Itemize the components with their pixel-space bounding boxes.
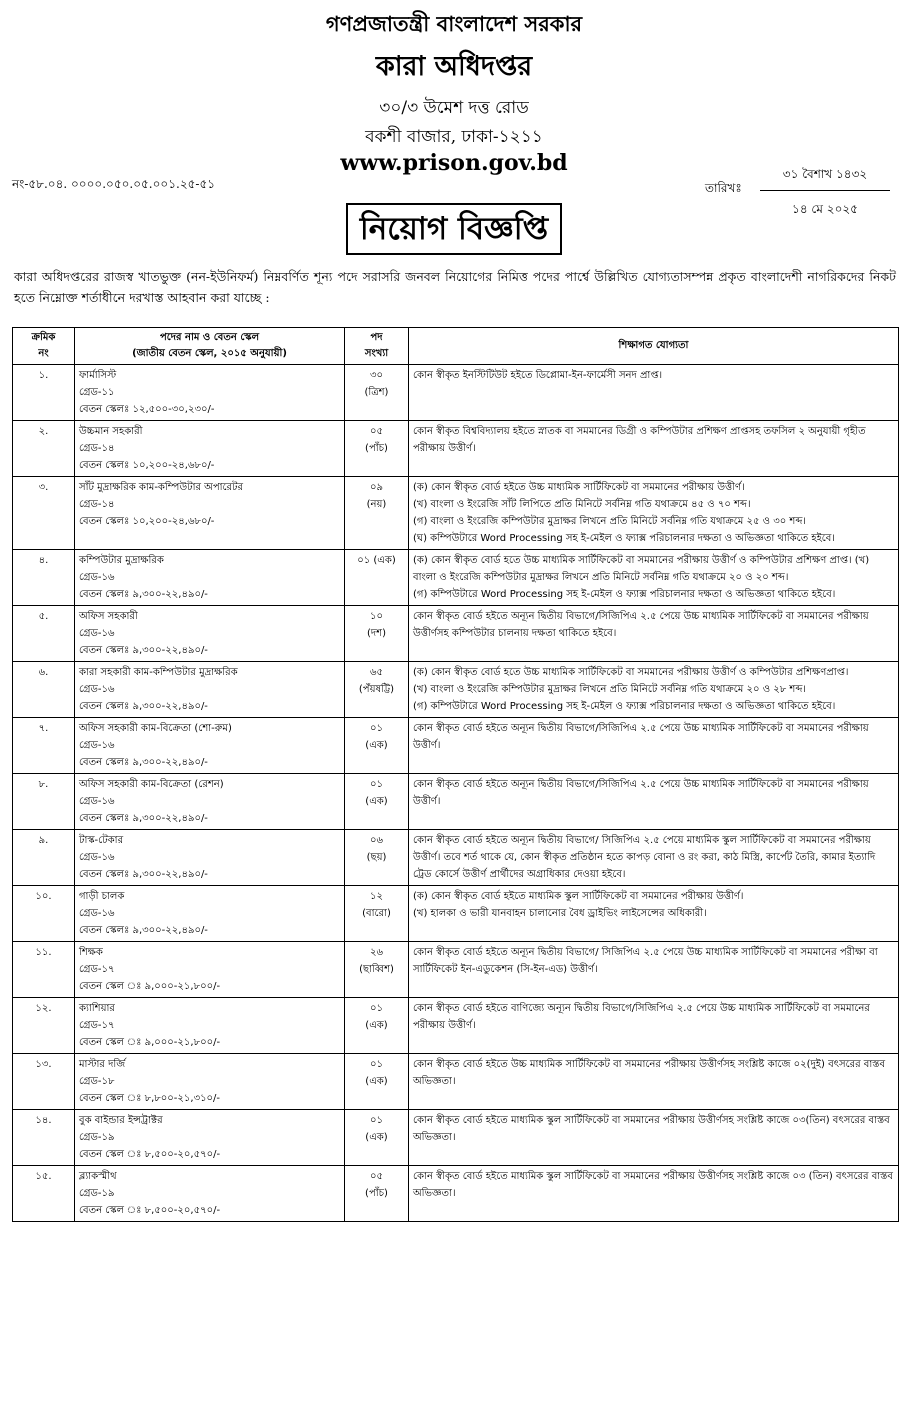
header-count-line: পদ: [370, 332, 383, 343]
count-line: ০৯: [370, 482, 383, 493]
post-scale: বেতন স্কেলঃ ১০,২০০-২৪,৬৮০/-: [79, 516, 215, 527]
post-name: সাঁট মুদ্রাক্ষরিক কাম-কম্পিউটার অপারেটর: [79, 482, 244, 493]
header-post-line: (জাতীয় বেতন স্কেল, ২০১৫ অনুযায়ী): [132, 348, 287, 359]
table-row: [13, 1166, 899, 1222]
count-line: (ত্রিশ): [364, 387, 389, 398]
count-line: ০১: [370, 1115, 383, 1126]
count-line: (পাঁচ): [365, 1188, 388, 1199]
intro-paragraph: কারা অধিদপ্তরের রাজস্ব খাতভুক্ত (নন-ইউনিফর্ম) নিম্নবর্ণিত শূন্য পদে সরাসরি জনবল নিয়োগের নিমিত্ত পদের পার্শ্বে উল্লিখিত যোগ্যতাসম্পন্ন প্রকৃত বাংলাদেশী নাগরিকদের নিকট হতে নিম্নোক্ত শর্তাধীনে দরখাস্ত আহবান করা যাচ্ছে :: [14, 269, 896, 305]
qualification-line: কোন স্বীকৃত বোর্ড হইতে অন্যূন দ্বিতীয় বিভাগে/ সিজিপিএ ২.৫ পেয়ে মাধ্যমিক স্কুল সার্টিফিকেট বা সমমানের পরীক্ষায় উত্তীর্ণ। তবে শর্ত থাকে যে, কোন স্বীকৃত প্রতিষ্ঠান হতে কাপড় বোনা ও রং করা, কাঠ মিস্ত্রি, কার্পেট তৈরি, কামার ইত্যাদি ট্রেড কোর্সে উত্তীর্ণ প্রার্থীদের অগ্রাধিকার দেওয়া হইবে।: [413, 835, 876, 880]
header-qualification: শিক্ষাগত যোগ্যতা: [409, 328, 899, 365]
vacancy-table: [12, 327, 899, 1222]
count-cell: [345, 830, 409, 886]
qualification-cell: [409, 606, 899, 662]
post-name: উচ্চমান সহকারী: [79, 426, 143, 437]
header-serial-line: ক্রমিক: [31, 332, 56, 343]
post-name: বুক বাইন্ডার ইন্সট্রাক্টর: [79, 1115, 163, 1126]
table-row: [13, 998, 899, 1054]
post-cell: [75, 421, 345, 477]
qualification-line: কোন স্বীকৃত বোর্ড হইতে মাধ্যমিক স্কুল সার্টিফিকেট বা সমমানের পরীক্ষায় উত্তীর্ণসহ সংশ্লিষ্ট কাজে ০৩(তিন) বৎসরের বাস্তব অভিজ্ঞতা।: [413, 1115, 890, 1143]
serial-cell: ১২.: [13, 998, 75, 1054]
table-header-row: [13, 328, 899, 365]
post-cell: [75, 886, 345, 942]
post-grade: গ্রেড-১৬: [79, 684, 115, 695]
post-name: টাস্ক-টেকার: [79, 835, 124, 846]
qualification-line: কোন স্বীকৃত বোর্ড হইতে বাণিজ্যে অন্যূন দ্বিতীয় বিভাগে/সিজিপিএ ২.৫ পেয়ে উচ্চ মাধ্যমিক সার্টিফিকেট বা সমমানের পরীক্ষায় উত্তীর্ণ।: [413, 1003, 870, 1031]
header-post-line: পদের নাম ও বেতন স্কেল: [159, 332, 260, 343]
department-title: কারা অধিদপ্তর: [375, 51, 533, 82]
count-line: ০১ (এক): [357, 555, 396, 566]
post-name: কম্পিউটার মুদ্রাক্ষরিক: [79, 555, 164, 566]
post-name: অফিস সহকারী কাম-বিক্রেতা (রেশন): [79, 779, 224, 790]
post-grade: গ্রেড-১৯: [79, 1132, 115, 1143]
address-line-2: বকশী বাজার, ঢাকা-১২১১: [365, 127, 543, 147]
post-name: মাস্টার দর্জি: [79, 1059, 126, 1070]
post-grade: গ্রেড-১৪: [79, 443, 115, 454]
serial-cell: ৭.: [13, 718, 75, 774]
qualification-line: কোন স্বীকৃত বোর্ড হইতে অন্যূন দ্বিতীয় বিভাগে/সিজিপিএ ২.৫ পেয়ে উচ্চ মাধ্যমিক সার্টিফিকেট বা সমমানের পরীক্ষায় উত্তীর্ণ।: [413, 779, 869, 807]
post-grade: গ্রেড-১৭: [79, 1020, 115, 1031]
header-serial: [13, 328, 75, 365]
post-scale: বেতন স্কেলঃ ৯,৩০০-২২,৪৯০/-: [79, 869, 208, 880]
count-line: (এক): [365, 740, 388, 751]
header-count-line: সংখ্যা: [364, 348, 389, 359]
qualification-cell: [409, 998, 899, 1054]
post-name: গাড়ী চালক: [79, 891, 125, 902]
count-line: (এক): [365, 1132, 388, 1143]
table-row: [13, 365, 899, 421]
post-name: অফিস সহকারী: [79, 611, 138, 622]
date-english: ১৪ মে ২০২৫: [792, 202, 858, 216]
qualification-cell: [409, 774, 899, 830]
qualification-cell: [409, 718, 899, 774]
serial-cell: ১৩.: [13, 1054, 75, 1110]
table-row: [13, 830, 899, 886]
qualification-line: কোন স্বীকৃত ইনস্টিটিউট হইতে ডিপ্লোমা-ইন-ফার্মেসী সনদ প্রাপ্ত।: [413, 370, 663, 381]
serial-cell: ৬.: [13, 662, 75, 718]
post-cell: [75, 830, 345, 886]
count-cell: [345, 550, 409, 606]
count-line: ০১: [370, 1059, 383, 1070]
post-cell: [75, 942, 345, 998]
header-post: [75, 328, 345, 365]
count-cell: [345, 477, 409, 550]
table-row: [13, 1110, 899, 1166]
table-row: [13, 477, 899, 550]
post-scale: বেতন স্কেল ঃ ৯,০০০-২১,৮০০/-: [79, 981, 221, 992]
post-cell: [75, 718, 345, 774]
serial-cell: ২.: [13, 421, 75, 477]
count-line: (নয়): [366, 499, 387, 510]
post-grade: গ্রেড-১৬: [79, 796, 115, 807]
post-cell: [75, 477, 345, 550]
qualification-cell: [409, 830, 899, 886]
post-scale: বেতন স্কেলঃ ১০,২০০-২৪,৬৮০/-: [79, 460, 215, 471]
post-name: অফিস সহকারী কাম-বিক্রেতা (শো-রুম): [79, 723, 232, 734]
qualification-line: কোন স্বীকৃত বোর্ড হইতে অন্যূন দ্বিতীয় বিভাগে/ সিজিপিএ ২.৫ পেয়ে উচ্চ মাধ্যমিক সার্টিফিকেট বা সমমানের পরীক্ষা বা সার্টিফিকেট ইন-এডুকেশন (সি-ইন-এড) উত্তীর্ণ।: [413, 947, 878, 975]
count-line: ১০: [370, 611, 383, 622]
serial-cell: ৮.: [13, 774, 75, 830]
qualification-line: কোন স্বীকৃত বোর্ড হইতে অন্যূন দ্বিতীয় বিভাগে/সিজিপিএ ২.৫ পেয়ে উচ্চ মাধ্যমিক সার্টিফিকেট বা সমমানের পরীক্ষায় উত্তীর্ণ।: [413, 723, 869, 751]
count-line: ০১: [370, 1003, 383, 1014]
post-grade: গ্রেড-১৪: [79, 499, 115, 510]
post-scale: বেতন স্কেল ঃ ৮,৮০০-২১,৩১০/-: [79, 1093, 221, 1104]
serial-cell: ৩.: [13, 477, 75, 550]
qualification-cell: [409, 942, 899, 998]
count-line: (পাঁচ): [365, 443, 388, 454]
count-line: (এক): [365, 1076, 388, 1087]
post-scale: বেতন স্কেলঃ ৯,৩০০-২২,৪৯০/-: [79, 925, 208, 936]
qualification-line: কোন স্বীকৃত বোর্ড হইতে অন্যূন দ্বিতীয় বিভাগে/সিজিপিএ ২.৫ পেয়ে উচ্চ মাধ্যমিক সার্টিফিকেট বা সমমানের পরীক্ষায় উত্তীর্ণসহ কম্পিউটার চালনায় দক্ষতা থাকিতে হইবে।: [413, 611, 869, 639]
serial-cell: ১৫.: [13, 1166, 75, 1222]
count-line: (পঁয়ষট্টি): [358, 684, 395, 695]
serial-cell: ১০.: [13, 886, 75, 942]
memo-number: নং-৫৮.০৪. ০০০০.০৫০.০৫.০০১.২৫-৫১: [12, 177, 216, 191]
qualification-line: (খ) বাংলা ও ইংরেজি কম্পিউটার মুদ্রাক্ষর লিখনে প্রতি মিনিটে সর্বনিম্ন গতি যথাক্রমে ২০ ও ২৮ শব্দ।: [413, 684, 806, 695]
count-cell: [345, 998, 409, 1054]
qualification-line: (গ) বাংলা ও ইংরেজি কম্পিউটার মুদ্রাক্ষর লিখনে প্রতি মিনিটে সর্বনিম্ন গতি যথাক্রমে ২৫ ও ৩০ শব্দ।: [413, 516, 806, 527]
qualification-line: কোন স্বীকৃত বোর্ড হইতে উচ্চ মাধ্যমিক সার্টিফিকেট বা সমমানের পরীক্ষায় উত্তীর্ণসহ সংশ্লিষ্ট কাজে ০২(দুই) বৎসরের বাস্তব অভিজ্ঞতা।: [413, 1059, 886, 1087]
qualification-line: (ক) কোন স্বীকৃত বোর্ড হতে উচ্চ মাধ্যমিক সার্টিফিকেট বা সমমানের পরীক্ষায় উত্তীর্ণ ও কম্পিউটার প্রশিক্ষণপ্রাপ্ত।: [413, 667, 849, 678]
post-scale: বেতন স্কেলঃ ৯,৩০০-২২,৪৯০/-: [79, 589, 208, 600]
post-cell: [75, 1110, 345, 1166]
post-scale: বেতন স্কেলঃ ৯,৩০০-২২,৪৯০/-: [79, 645, 208, 656]
serial-cell: ৯.: [13, 830, 75, 886]
count-line: ০৫: [370, 426, 383, 437]
qualification-cell: [409, 1054, 899, 1110]
count-line: (ছাব্বিশ): [359, 964, 394, 975]
serial-cell: ১১.: [13, 942, 75, 998]
post-cell: [75, 1166, 345, 1222]
qualification-line: কোন স্বীকৃত বোর্ড হইতে মাধ্যমিক স্কুল সার্টিফিকেট বা সমমানের পরীক্ষায় উত্তীর্ণসহ সংশ্লিষ্ট কাজে ০৩ (তিন) বৎসরের বাস্তব অভিজ্ঞতা।: [413, 1171, 893, 1199]
count-cell: [345, 365, 409, 421]
post-cell: [75, 606, 345, 662]
title-wrapper: [0, 203, 908, 255]
qualification-line: (খ) বাংলা ও ইংরেজি সাঁট লিপিতে প্রতি মিনিটে সর্বনিম্ন গতি যথাক্রমে ৪৫ ও ৭০ শব্দ।: [413, 499, 751, 510]
post-name: ক্যাশিয়ার: [79, 1003, 115, 1014]
qualification-cell: [409, 886, 899, 942]
qualification-line: (গ) কম্পিউটারে Word Processing সহ ই-মেইল ও ফ্যাক্স পরিচালনার দক্ষতা ও অভিজ্ঞতা থাকিতে হইবে।: [413, 589, 836, 600]
qualification-line: কোন স্বীকৃত বিশ্ববিদ্যালয় হইতে স্নাতক বা সমমানের ডিগ্রী ও কম্পিউটার প্রশিক্ষণ প্রাপ্তসহ তফসিল ২ অনুযায়ী গৃহীত পরীক্ষায় উত্তীর্ণ।: [413, 426, 866, 454]
qualification-cell: [409, 1110, 899, 1166]
serial-cell: ৪.: [13, 550, 75, 606]
qualification-line: (ঘ) কম্পিউটারে Word Processing সহ ই-মেইল ও ফ্যাক্স পরিচালনার দক্ষতা ও অভিজ্ঞতা থাকিতে হইবে।: [413, 533, 835, 544]
post-name: ব্ল্যাকস্মীথ: [79, 1171, 117, 1182]
count-cell: [345, 662, 409, 718]
post-grade: গ্রেড-১১: [79, 387, 115, 398]
count-line: ২৬: [369, 947, 383, 958]
count-cell: [345, 886, 409, 942]
serial-cell: ৫.: [13, 606, 75, 662]
count-line: ০১: [370, 779, 383, 790]
qualification-cell: [409, 550, 899, 606]
post-grade: গ্রেড-১৮: [79, 1076, 115, 1087]
date-label: তারিখঃ: [705, 181, 742, 195]
post-scale: বেতন স্কেলঃ ৯,৩০০-২২,৪৯০/-: [79, 701, 208, 712]
date-bangla: ৩১ বৈশাখ ১৪৩২: [760, 166, 890, 191]
count-line: ৩০: [369, 370, 383, 381]
count-cell: [345, 1166, 409, 1222]
count-line: ৬৫: [370, 667, 383, 678]
post-scale: বেতন স্কেল ঃ ৮,৫০০-২০,৫৭০/-: [79, 1205, 221, 1216]
post-grade: গ্রেড-১৬: [79, 908, 115, 919]
count-line: ০৬: [369, 835, 383, 846]
header-serial-line: নং: [38, 348, 49, 359]
post-grade: গ্রেড-১৬: [79, 852, 115, 863]
table-row: [13, 774, 899, 830]
count-cell: [345, 718, 409, 774]
post-cell: [75, 1054, 345, 1110]
count-line: ১২: [370, 891, 383, 902]
count-line: ০৫: [370, 1171, 383, 1182]
post-scale: বেতন স্কেলঃ ৯,৩০০-২২,৪৯০/-: [79, 757, 208, 768]
post-name: কারা সহকারী কাম-কম্পিউটার মুদ্রাক্ষরিক: [79, 667, 238, 678]
count-line: (ছয়): [366, 852, 387, 863]
header-count: [345, 328, 409, 365]
count-cell: [345, 421, 409, 477]
count-line: (বারো): [362, 908, 391, 919]
qualification-cell: [409, 365, 899, 421]
post-scale: বেতন স্কেল ঃ ৯,০০০-২১,৮০০/-: [79, 1037, 221, 1048]
count-cell: [345, 774, 409, 830]
qualification-cell: [409, 1166, 899, 1222]
qualification-line: (খ) হালকা ও ভারী যানবাহন চালানোর বৈধ ড্রাইভিং লাইসেন্সের অধিকারী।: [413, 908, 707, 919]
serial-cell: ১.: [13, 365, 75, 421]
qualification-line: (গ) কম্পিউটারে Word Processing সহ ই-মেইল ও ফ্যাক্স পরিচালনার দক্ষতা ও অভিজ্ঞতা থাকিতে হইবে।: [413, 701, 836, 712]
qualification-line: (ক) কোন স্বীকৃত বোর্ড হইতে মাধ্যমিক স্কুল সার্টিফিকেট বা সমমানের পরীক্ষায় উত্তীর্ণ।: [413, 891, 744, 902]
table-row: [13, 718, 899, 774]
table-row: [13, 886, 899, 942]
count-line: (এক): [365, 796, 388, 807]
post-name: শিক্ষক: [79, 947, 103, 958]
table-row: [13, 550, 899, 606]
count-line: (দশ): [367, 628, 386, 639]
post-name: ফার্মাসিস্ট: [79, 370, 117, 381]
qualification-cell: [409, 477, 899, 550]
post-grade: গ্রেড-১৯: [79, 1188, 115, 1199]
post-cell: [75, 998, 345, 1054]
count-cell: [345, 1110, 409, 1166]
count-cell: [345, 606, 409, 662]
post-cell: [75, 550, 345, 606]
address-line-1: ৩০/৩ উমেশ দত্ত রোড: [379, 98, 529, 118]
qualification-line: (ক) কোন স্বীকৃত বোর্ড হইতে উচ্চ মাধ্যমিক সার্টিফিকেট বা সমমানের পরীক্ষায় উত্তীর্ণ।: [413, 482, 745, 493]
count-cell: [345, 1054, 409, 1110]
table-row: [13, 1054, 899, 1110]
post-cell: [75, 662, 345, 718]
table-row: [13, 421, 899, 477]
post-scale: বেতন স্কেল ঃ ৮,৫০০-২০,৫৭০/-: [79, 1149, 221, 1160]
notice-title: নিয়োগ বিজ্ঞপ্তি: [346, 203, 562, 255]
table-row: [13, 942, 899, 998]
qualification-cell: [409, 421, 899, 477]
post-grade: গ্রেড-১৬: [79, 628, 115, 639]
government-title: গণপ্রজাতন্ত্রী বাংলাদেশ সরকার: [325, 11, 583, 36]
serial-cell: ১৪.: [13, 1110, 75, 1166]
table-row: [13, 662, 899, 718]
qualification-cell: [409, 662, 899, 718]
post-cell: [75, 774, 345, 830]
post-scale: বেতন স্কেলঃ ৯,৩০০-২২,৪৯০/-: [79, 813, 208, 824]
table-row: [13, 606, 899, 662]
count-cell: [345, 942, 409, 998]
qualification-line: (ক) কোন স্বীকৃত বোর্ড হতে উচ্চ মাধ্যমিক সার্টিফিকেট বা সমমানের পরীক্ষায় উত্তীর্ণ ও কম্পিউটার প্রশিক্ষণ প্রাপ্ত। (খ) বাংলা ও ইংরেজি কম্পিউটার মুদ্রাক্ষর লিখনে প্রতি মিনিটে সর্বনিম্ন গতি যথাক্রমে ২০ ও ২০ শব্দ।: [413, 555, 870, 583]
count-line: (এক): [365, 1020, 388, 1031]
post-scale: বেতন স্কেলঃ ১২,৫০০-৩০,২৩০/-: [79, 404, 215, 415]
post-grade: গ্রেড-১৬: [79, 572, 115, 583]
post-grade: গ্রেড-১৬: [79, 740, 115, 751]
website-link[interactable]: www.prison.gov.bd: [340, 150, 568, 176]
post-grade: গ্রেড-১৭: [79, 964, 115, 975]
post-cell: [75, 365, 345, 421]
count-line: ০১: [370, 723, 383, 734]
